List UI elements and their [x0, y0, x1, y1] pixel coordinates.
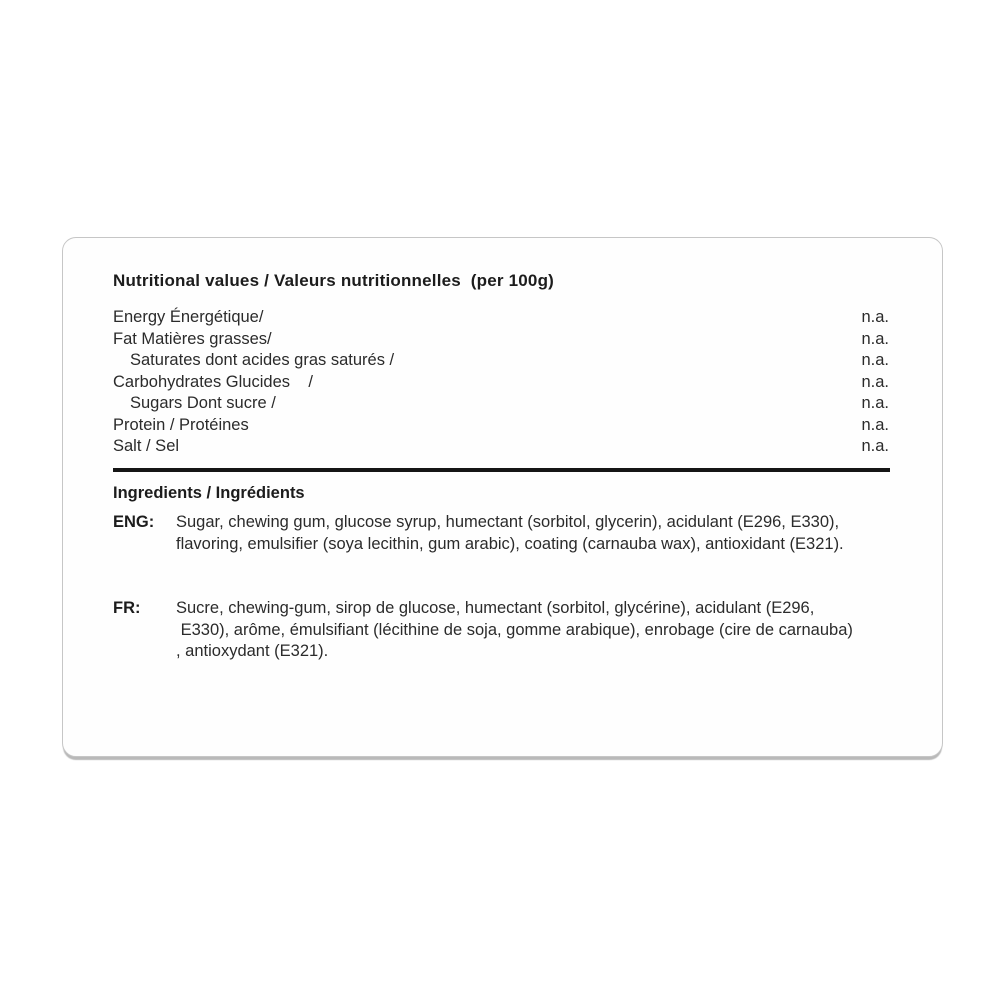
nutrition-title: Nutritional values / Valeurs nutritionnelles (per 100g) [113, 271, 555, 290]
nutrition-row-saturates [113, 351, 889, 373]
nutrition-row-carbohydrates [113, 373, 889, 395]
language-label-fr: FR: [113, 599, 141, 617]
ingredients-heading: Ingredients / Ingrédients [113, 484, 305, 502]
nutrient-name: Protein / Protéines [113, 415, 249, 434]
nutrient-value: n.a. [861, 308, 889, 326]
section-divider [113, 468, 890, 472]
nutrient-value: n.a. [861, 351, 889, 369]
nutrition-label-card [62, 237, 943, 757]
ingredients-text-eng [176, 512, 917, 555]
ingredients-line: Sucre, chewing-gum, sirop de glucose, humectant (sorbitol, glycérine), acidulant (E296, [176, 599, 815, 617]
nutrition-row-salt [113, 437, 889, 459]
nutrient-name: Salt / Sel [113, 437, 180, 455]
ingredients-french [113, 598, 917, 663]
ingredients-text-fr [176, 598, 917, 663]
ingredients-line: flavoring, emulsifier (soya lecithin, gum arabic), coating (carnauba wax), antioxidant (E321). [176, 534, 844, 553]
ingredients-line: Sugar, chewing gum, glucose syrup, humectant (sorbitol, glycerin), acidulant (E296, E330), [176, 513, 840, 531]
nutrition-table [113, 308, 889, 459]
nutrient-value: n.a. [861, 372, 889, 391]
nutrient-value: n.a. [861, 415, 889, 434]
nutrition-row-protein [113, 416, 889, 438]
nutrient-name: Carbohydrates Glucides / [113, 372, 313, 391]
ingredients-english [113, 512, 917, 555]
nutrient-value: n.a. [861, 394, 889, 412]
nutrition-row-fat [113, 330, 889, 352]
nutrient-value: n.a. [861, 329, 889, 348]
language-label-eng: ENG: [113, 513, 155, 531]
ingredients-line: E330), arôme, émulsifiant (lécithine de soja, gomme arabique), enrobage (cire de carnauba) [176, 620, 853, 639]
nutrition-row-sugars [113, 394, 889, 416]
ingredients-line: , antioxydant (E321). [176, 642, 329, 660]
nutrient-name: Energy Énergétique/ [113, 308, 264, 326]
nutrient-name: Sugars Dont sucre / [130, 394, 276, 412]
nutrient-value: n.a. [861, 437, 889, 455]
nutrient-name: Saturates dont acides gras saturés / [130, 351, 395, 369]
nutrient-name: Fat Matières grasses/ [113, 329, 272, 348]
nutrition-row-energy [113, 308, 889, 330]
